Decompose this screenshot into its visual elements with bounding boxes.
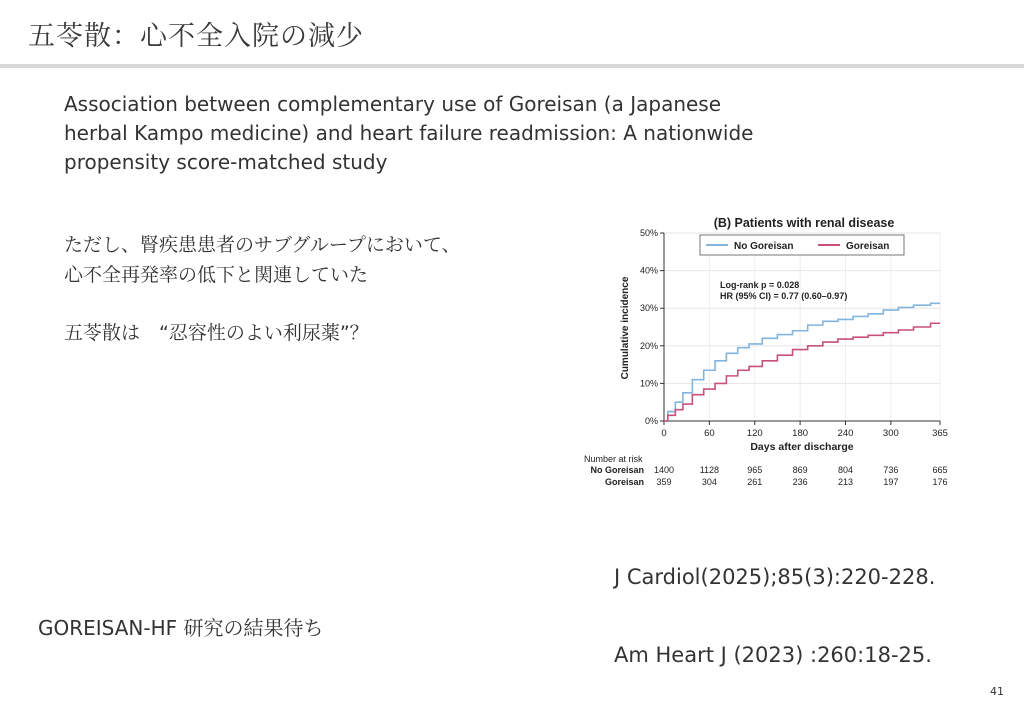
goreisan-hf-note: GOREISAN-HF 研究の結果待ち: [38, 616, 324, 640]
paper-title: [64, 90, 884, 177]
y-tick-label: 10%: [639, 378, 658, 389]
legend-label-goreisan: Goreisan: [846, 241, 890, 252]
risk-value: 736: [883, 465, 899, 475]
page-number: 41: [990, 685, 1004, 698]
km-figure: [578, 208, 954, 497]
legend: [700, 235, 904, 255]
x-tick-label: 0: [661, 428, 667, 439]
risk-value: 261: [747, 477, 763, 487]
risk-value: 304: [701, 477, 717, 487]
x-tick-label: 300: [882, 428, 899, 439]
risk-value: 665: [932, 465, 948, 475]
risk-row-label-goreisan: Goreisan: [604, 477, 644, 487]
paper-title-line-2: herbal Kampo medicine) and heart failure readmission: A nationwide: [64, 121, 754, 145]
legend-label-no-goreisan: No Goreisan: [734, 241, 794, 252]
reference-jcardiol: J Cardiol(2025);85(3):220-228.: [614, 565, 936, 589]
y-tick-label: 50%: [639, 228, 658, 238]
risk-value: 869: [792, 465, 808, 475]
risk-value: 176: [932, 477, 948, 487]
paper-title-line-3: propensity score-matched study: [64, 150, 388, 174]
x-axis-label: Days after discharge: [750, 441, 854, 453]
x-tick-label: 120: [746, 428, 763, 439]
km-curve-goreisan: [664, 323, 940, 421]
risk-value: 236: [792, 477, 808, 487]
x-tick-label: 180: [792, 428, 809, 439]
risk-value: 804: [837, 465, 853, 475]
km-curve-no-goreisan: [664, 303, 940, 421]
risk-row-label-no-goreisan: No Goreisan: [590, 465, 644, 475]
y-axis-label: Cumulative incidence: [620, 276, 631, 380]
diuretic-question: 五苓散は “忍容性のよい利尿薬”？: [64, 322, 369, 344]
risk-value: 359: [656, 477, 672, 487]
reference-amheartj: Am Heart J (2023) :260:18-25.: [614, 643, 932, 667]
finding-line-1: ただし、腎疾患患者のサブグループにおいて、: [64, 234, 461, 256]
paper-title-line-1: Association between complementary use of Goreisan (a Japanese: [64, 92, 722, 116]
slide-title: 五苓散：心不全入院の減少: [28, 21, 364, 52]
risk-table-header: Number at risk: [584, 454, 643, 464]
finding-line-2: 心不全再発率の低下と関連していた: [64, 264, 369, 286]
x-tick-label: 365: [932, 428, 948, 439]
y-tick-label: 40%: [639, 265, 658, 276]
y-tick-label: 30%: [639, 303, 658, 314]
y-tick-label: 0%: [644, 416, 658, 426]
logrank-annotation: Log-rank p = 0.028: [720, 280, 800, 290]
x-tick-label: 240: [837, 428, 854, 439]
chart-title: (B) Patients with renal disease: [713, 216, 895, 230]
risk-value: 1128: [699, 465, 720, 475]
risk-value: 965: [747, 465, 763, 475]
risk-value: 197: [883, 477, 899, 487]
hr-annotation: HR (95% CI) = 0.77 (0.60–0.97): [720, 291, 848, 301]
y-tick-label: 20%: [639, 340, 658, 351]
risk-value: 1400: [653, 465, 675, 475]
x-tick-label: 60: [704, 428, 715, 439]
title-divider: [0, 64, 1024, 68]
km-chart: [578, 208, 954, 493]
risk-value: 213: [837, 477, 853, 487]
